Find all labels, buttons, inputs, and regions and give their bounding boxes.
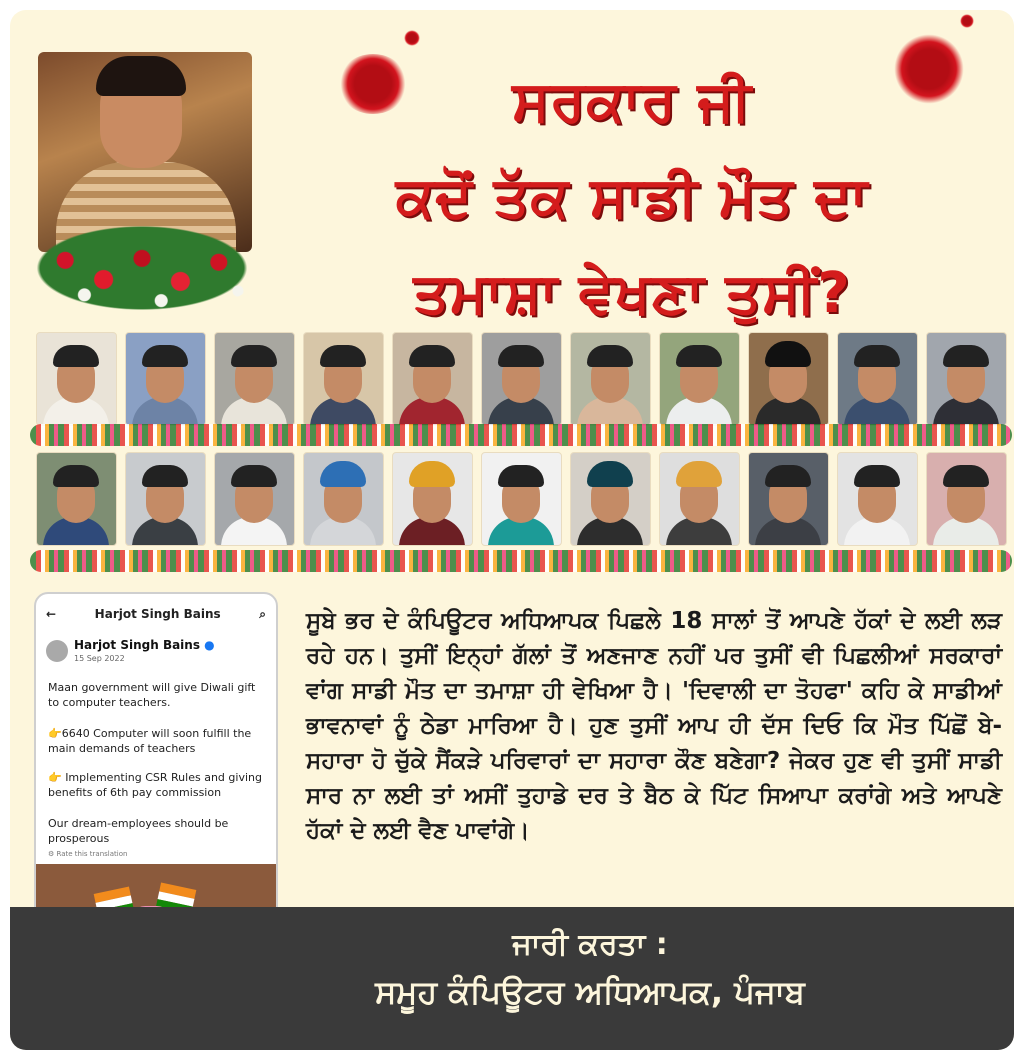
post-line-2: 👉6640 Computer will soon fulfill the main demands of teachers [48,727,252,755]
portrait-photo [214,332,295,426]
portrait-hair [53,345,99,367]
portrait-hair [231,465,277,487]
portrait-photo [659,452,740,546]
portrait-hair [676,345,722,367]
appeal-text: ਸੂਬੇ ਭਰ ਦੇ ਕੰਪਿਊਟਰ ਅਧਿਆਪਕ ਪਿਛਲੇ 18 ਸਾਲਾਂ ਤੋਂ ਆਪਣੇ ਹੱਕਾਂ ਦੇ ਲਈ ਲੜ ਰਹੇ ਹਨ। ਤੁਸੀਂ ਇਨ੍ਹਾਂ ਗੱਲਾਂ ਤੋਂ ਅਣਜਾਣ ਨਹੀਂ ਪਰ ਤੁਸੀਂ ਵੀ ਪਿਛਲੀਆਂ ਸਰਕਾਰਾਂ ਵਾਂਗ ਸਾਡੀ ਮੌਤ ਦਾ ਤਮਾਸ਼ਾ ਹੀ ਵੇਖਿਆ ਹੈ। 'ਦਿਵਾਲੀ ਦਾ ਤੋਹਫਾ' ਕਹਿ ਕੇ ਸਾਡੀਆਂ ਭਾਵਨਾਵਾਂ ਨੂੰ ਠੇਡਾ ਮਾਰਿਆ ਹੈ। ਹੁਣ ਤੁਸੀਂ ਆਪ ਹੀ ਦੱਸ ਦਿਓ ਕਿ ਮੌਤ ਪਿੱਛੋਂ ਬੇ-ਸਹਾਰਾ ਹੋ ਚੁੱਕੇ ਸੈਂਕੜੇ ਪਰਿਵਾਰਾਂ ਦਾ ਸਹਾਰਾ ਕੌਣ ਬਣੇਗਾ? ਜੇਕਰ ਹੁਣ ਵੀ ਤੁਸੀਂ ਸਾਡੀ ਸਾਰ ਨਾ ਲਈ ਤਾਂ ਅਸੀਂ ਤੁਹਾਡੇ ਦਰ ਤੇ ਬੈਠ ਕੇ ਪਿੱਟ ਸਿਆਪਾ ਕਰਾਂਗੇ ਅਤੇ ਆਪਣੇ ਹੱਕਾਂ ਦੇ ਲਈ ਵੈਣ ਪਾਵਾਂਗੇ। [306,608,1002,844]
portrait-photo [303,452,384,546]
flower-border-2 [30,550,1012,572]
search-icon[interactable]: ⌕ [259,606,266,621]
flower-garland [22,220,262,316]
headline-line-1: ਸਰਕਾਰ ਜੀ [512,69,752,134]
portrait-hair [320,345,366,367]
portrait-turban [409,461,455,487]
blood-drop [960,14,974,28]
portrait-hair [854,465,900,487]
portrait-hair [587,345,633,367]
portrait-hair [854,345,900,367]
portrait-turban [320,461,366,487]
portrait-photo [926,452,1007,546]
portrait-row-2 [36,452,1007,546]
post-date: 15 Sep 2022 [74,654,125,663]
portrait-photo [481,452,562,546]
post-author: Harjot Singh Bains ● [74,638,215,652]
portrait-hair [53,465,99,487]
portrait-hair [765,465,811,487]
rate-translation-link[interactable]: ⚙ Rate this translation [48,850,128,858]
portrait-turban [765,341,811,367]
post-line-4: Our dream-employees should be prosperous [48,817,229,845]
portrait-turban [587,461,633,487]
post-line-1: Maan government will give Diwali gift to computer teachers. [48,681,256,709]
footer-bar [10,907,1014,1050]
headline-line-3: ਤਮਾਸ਼ਾ ਵੇਖਣਾ ਤੁਸੀਂ? [413,261,851,326]
portrait-photo [837,332,918,426]
portrait-photo [570,452,651,546]
portrait-photo [392,452,473,546]
portrait-hair [943,345,989,367]
portrait-photo [570,332,651,426]
portrait-photo [303,332,384,426]
portrait-photo [214,452,295,546]
portrait-turban [676,461,722,487]
headline-line-2: ਕਦੋਂ ਤੱਕ ਸਾਡੀ ਮੌਤ ਦਾ [395,165,869,230]
portrait-photo [125,452,206,546]
blood-drop [404,30,420,46]
portrait-hair [142,345,188,367]
portrait-hair [231,345,277,367]
portrait-photo [926,332,1007,426]
hero-hair [96,56,186,96]
portrait-hair [498,465,544,487]
post-header [36,594,276,634]
portrait-hair [409,345,455,367]
portrait-photo [36,332,117,426]
portrait-hair [142,465,188,487]
flower-border-1 [30,424,1012,446]
portrait-photo [837,452,918,546]
post-header-title: Harjot Singh Bains [94,607,221,621]
headline [260,54,1004,342]
avatar [46,640,68,662]
portrait-photo [748,452,829,546]
poster [10,10,1014,1050]
portrait-hair [943,465,989,487]
verified-icon: ● [204,638,215,652]
portrait-photo [125,332,206,426]
portrait-photo [36,452,117,546]
portrait-hair [498,345,544,367]
portrait-row-1 [36,332,1007,426]
portrait-photo [748,332,829,426]
portrait-photo [659,332,740,426]
back-arrow-icon[interactable]: ← [46,607,57,621]
issuer-name: ਸਮੂਹ ਕੰਪਿਊਟਰ ਅਧਿਆਪਕ, ਪੰਜਾਬ [375,973,805,1011]
post-line-3: 👉 Implementing CSR Rules and giving benefits of 6th pay commission [48,771,262,799]
portrait-photo [481,332,562,426]
issuer-label: ਜਾਰੀ ਕਰਤਾ : [512,927,668,962]
portrait-photo [392,332,473,426]
